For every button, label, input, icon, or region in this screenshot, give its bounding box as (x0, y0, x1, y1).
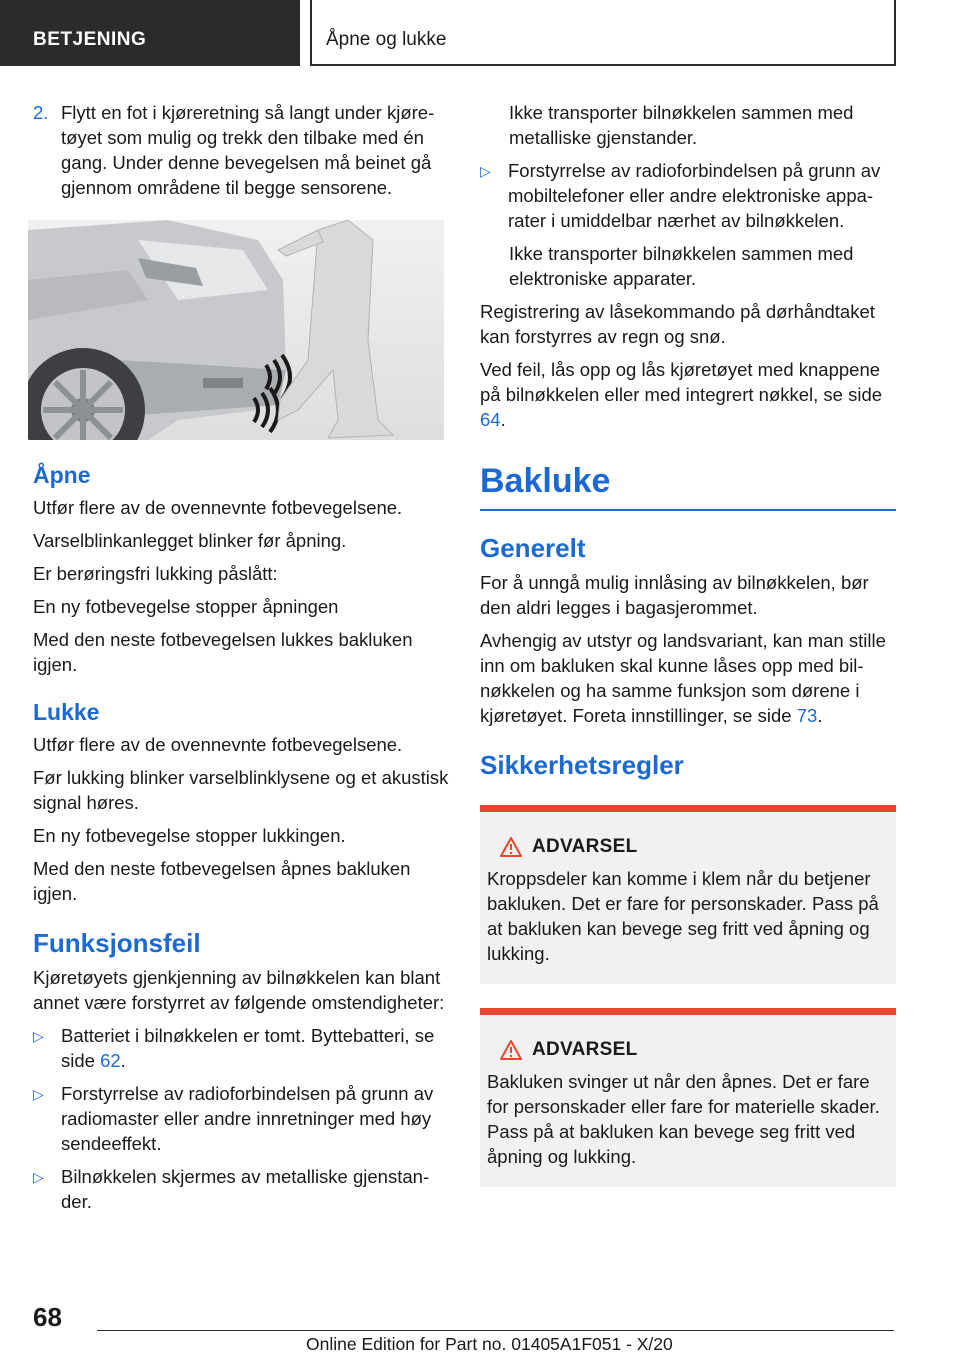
warning-text: Bakluken svinger ut når den åpnes. Det er fare for personskader eller fare for materielle skader. Pass på at bakluken kan bevege seg fritt ved åpning og lukking. (487, 1071, 880, 1167)
para-rain-snow: Registrering av låsekommando på dørhåndtaket kan forstyrres av regn og snø. (480, 301, 875, 347)
page-link-64[interactable]: 64 (480, 409, 501, 430)
page-link-62[interactable]: 62 (100, 1050, 121, 1071)
page-number: 68 (33, 1302, 62, 1332)
lukke-para-1: Utfør flere av de ovennevnte fotbevegelsene. (33, 734, 403, 755)
triangle-bullet-icon: ▷ (33, 1028, 44, 1044)
punctuation: . (817, 705, 823, 726)
para-fault-lock (480, 357, 896, 432)
warning-triangle-icon (500, 1040, 522, 1060)
punctuation: . (120, 1050, 126, 1071)
right-column (480, 100, 896, 1187)
para-text: Ved feil, lås opp og lås kjøretøyet med knappene på bilnøkkelen eller med integrert nøkkel, se side (480, 359, 883, 405)
page-link-73[interactable]: 73 (796, 705, 818, 726)
left-column (33, 100, 449, 1222)
car-rear-foot-image (28, 220, 444, 440)
warning-box-2 (480, 1008, 896, 1187)
list-item (33, 1081, 449, 1156)
warning-box-1 (480, 805, 896, 984)
header-section-tab (0, 0, 300, 66)
bullet-text: Batteriet i bilnøkkelen er tomt. Byttebatteri, se side (61, 1025, 435, 1071)
lukke-para-3: En ny fotbevegelse stopper lukkingen. (33, 825, 346, 846)
triangle-bullet-icon: ▷ (33, 1086, 44, 1102)
triangle-bullet-icon: ▷ (480, 163, 491, 179)
footer-divider (97, 1330, 894, 1331)
heading-sikkerhetsregler: Sikkerhetsregler (480, 750, 684, 780)
header-section-label: BETJENING (33, 29, 147, 50)
step-number: 2. (33, 102, 49, 123)
apne-para-4: En ny fotbevegelse stopper åpningen (33, 596, 339, 617)
heading-funksjonsfeil: Funksjonsfeil (33, 928, 201, 958)
funksjonsfeil-intro: Kjøretøyets gjenkjenning av bilnøkkelen kan blant annet være forstyrret av følgende omstendigheter: (33, 967, 445, 1013)
chapter-heading-bakluke: Bakluke (480, 462, 896, 511)
bullet-text: Forstyrrelse av radioforbindelsen på grunn av radiomaster eller andre innretninger med høy sendeeffekt. (61, 1083, 434, 1154)
step-item (33, 100, 449, 200)
header-topic-tab (310, 0, 896, 66)
list-item (33, 1023, 449, 1073)
punctuation: . (500, 409, 506, 430)
fault-list-continued (480, 158, 896, 233)
lukke-para-2: Før lukking blinker varselblinklysene og et akustisk signal høres. (33, 767, 449, 813)
heading-lukke: Lukke (33, 699, 100, 725)
para-text: Avhengig av utstyr og landsvariant, kan man stille inn om bakluken skal kunne låses opp med bilnøkkelen og ha samme funksjon som dørene i kjøretøyet. Foreta innstillinger, se side (480, 630, 886, 726)
bullet-text: Forstyrrelse av radioforbindelsen på grunn av mobiltelefoner eller andre elektroniske apparater i umiddelbar nærhet av bilnøkkelen. (508, 160, 881, 231)
heading-generelt: Generelt (480, 533, 586, 563)
apne-para-3: Er berøringsfri lukking påslått: (33, 563, 278, 584)
apne-para-2: Varselblinkanlegget blinker før åpning. (33, 530, 347, 551)
kick-sensor-illustration (28, 220, 444, 440)
footer-edition: Online Edition for Part no. 01405A1F051 - X/20 (306, 1334, 673, 1354)
triangle-bullet-icon: ▷ (33, 1169, 44, 1185)
apne-para-5: Med den neste fotbevegelsen lukkes bakluken igjen. (33, 629, 413, 675)
indent-note-1: Ikke transporter bilnøkkelen sammen med metalliske gjenstander. (509, 102, 854, 148)
apne-para-1: Utfør flere av de ovennevnte fotbevegelsene. (33, 497, 403, 518)
list-item (33, 1164, 449, 1214)
lukke-para-4: Med den neste fotbevegelsen åpnes bakluken igjen. (33, 858, 411, 904)
bullet-text: Bilnøkkelen skjermes av metalliske gjenstander. (61, 1166, 430, 1212)
step-text: Flytt en fot i kjøreretning så langt under kjøretøyet som mulig og trekk den tilbake med én gang. Under denne bevegelsen må beinet gå gjennom områdene til begge sensorene. (61, 102, 435, 198)
header-topic-label: Åpne og lukke (326, 29, 447, 50)
warning-label: ADVARSEL (532, 836, 638, 857)
fault-list (33, 1023, 449, 1214)
list-item (480, 158, 896, 233)
indent-note-2: Ikke transporter bilnøkkelen sammen med elektroniske apparater. (509, 243, 854, 289)
heading-apne: Åpne (33, 462, 91, 488)
warning-text: Kroppsdeler kan komme i klem når du betjener bakluken. Det er fare for personskader. Pass på at bakluken kan bevege seg fritt ved åpning og lukking. (487, 868, 879, 964)
warning-label: ADVARSEL (532, 1039, 638, 1060)
generelt-para-1: For å unngå mulig innlåsing av bilnøkkelen, bør den aldri legges i bagasjerommet. (480, 572, 869, 618)
generelt-para-2 (480, 628, 896, 728)
warning-triangle-icon (500, 837, 522, 857)
